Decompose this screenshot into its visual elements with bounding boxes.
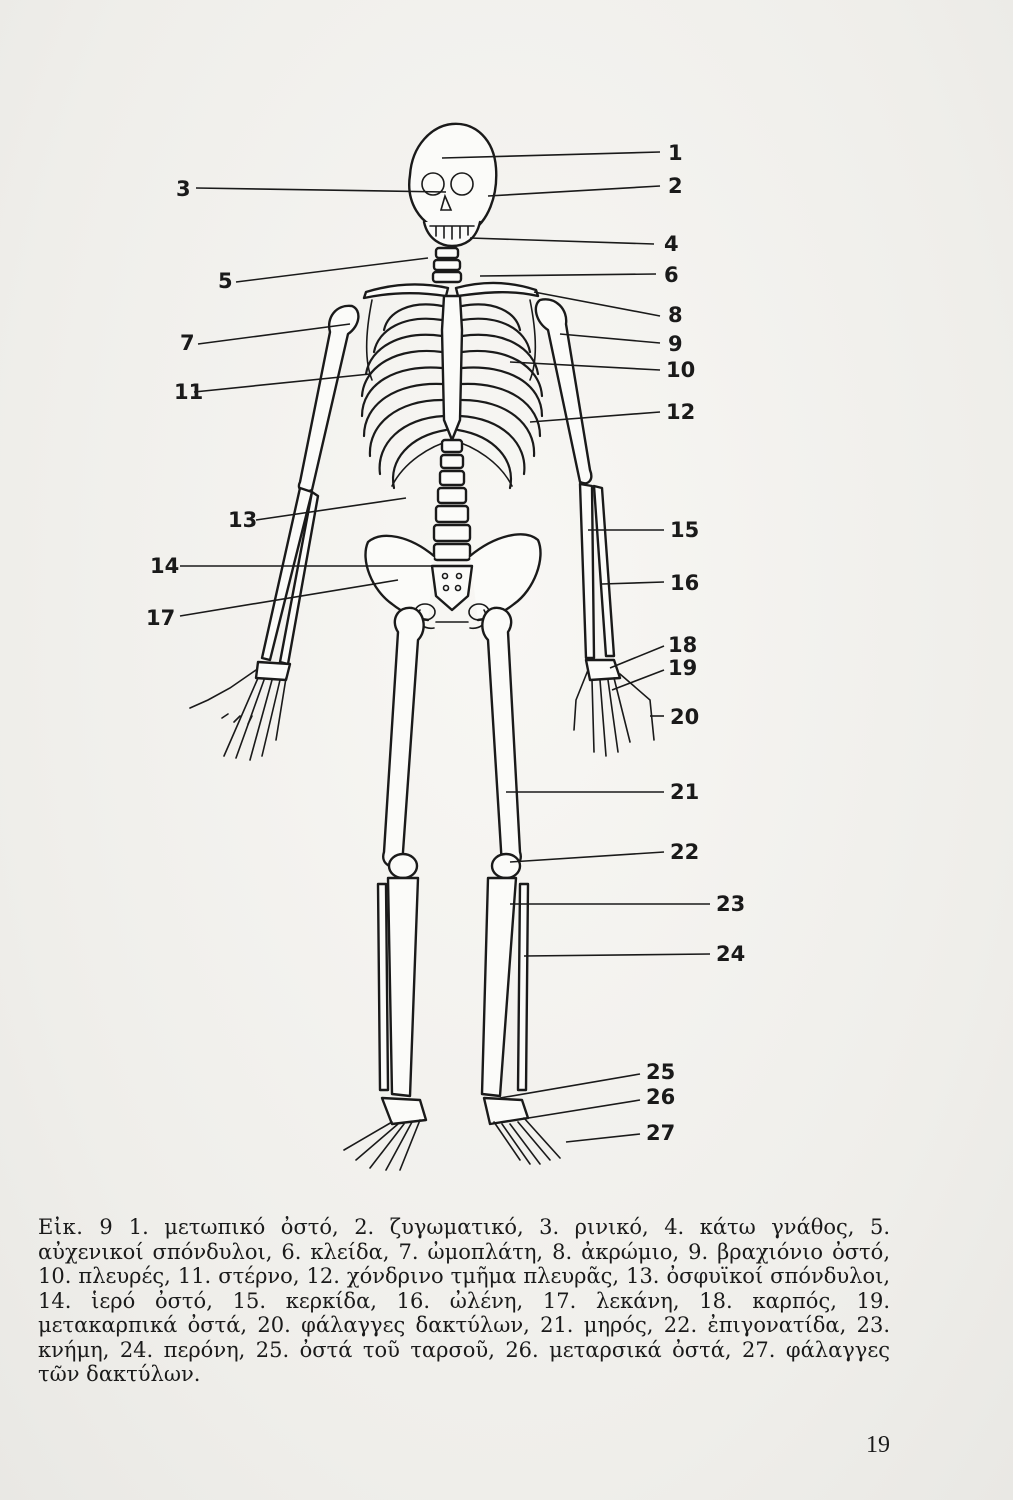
- label-10: 10: [666, 358, 696, 382]
- sternum: [442, 296, 462, 440]
- spine: [434, 440, 470, 560]
- page-number: 19: [866, 1432, 890, 1458]
- label-12: 12: [666, 400, 696, 424]
- label-26: 26: [646, 1085, 676, 1109]
- tibia-right: [388, 878, 418, 1096]
- humerus-right: [299, 306, 358, 492]
- patella-right: [389, 854, 417, 878]
- label-1: 1: [668, 141, 683, 165]
- cervical-vertebrae: [433, 248, 461, 282]
- clavicle-right: [364, 285, 448, 298]
- label-16: 16: [670, 571, 700, 595]
- label-17: 17: [146, 606, 176, 630]
- label-18: 18: [668, 633, 698, 657]
- label-15: 15: [670, 518, 700, 542]
- sacrum: [432, 566, 472, 610]
- skeleton-drawing: [190, 124, 654, 1170]
- leg-left: [482, 608, 560, 1164]
- label-19: 19: [668, 656, 698, 680]
- label-20: 20: [670, 705, 700, 729]
- skull: [409, 124, 496, 246]
- label-5: 5: [218, 269, 233, 293]
- radius-left: [580, 484, 594, 658]
- label-13: 13: [228, 508, 258, 532]
- label-2: 2: [668, 174, 683, 198]
- humerus-left: [536, 299, 591, 483]
- label-9: 9: [668, 332, 683, 356]
- label-21: 21: [670, 780, 700, 804]
- label-24: 24: [716, 942, 746, 966]
- label-7: 7: [180, 331, 195, 355]
- tibia-left: [482, 878, 516, 1096]
- patella-left: [492, 854, 520, 878]
- label-6: 6: [664, 263, 679, 287]
- label-22: 22: [670, 840, 700, 864]
- fibula-right: [378, 884, 388, 1090]
- femur-right: [383, 608, 423, 867]
- label-3: 3: [176, 177, 191, 201]
- caption-text: 1. μετωπικό ὀστό, 2. ζυγωματικό, 3. ρινικό, 4. κάτω γνάθος, 5. αὐχενικοί σπόνδυλοι, 6. κλείδα, 7. ὠμοπλάτη, 8. ἀκρώμιο, 9. βραχιόνιο ὀστό, 10. πλευρές, 11. στέρνο, 12. χόνδρινο τμῆμα πλευρᾶς, 13. ὀσφυϊκοί σπόνδυλοι, 14. ἱερό ὀστό, 15. κερκίδα, 16. ὠλένη, 17. λεκάνη, 18. καρπός, 19. μετακαρπικά ὀστά, 20. φάλαγγες δακτύλων, 21. μηρός, 22. ἐπιγονατίδα, 23. κνήμη, 24. περόνη, 25. ὀστά τοῦ ταρσοῦ, 26. μεταρσικά ὀστά, 27. φάλαγγες τῶν δακτύλων.: [38, 1215, 890, 1386]
- label-8: 8: [668, 303, 683, 327]
- label-14: 14: [150, 554, 180, 578]
- figure-label: Εἰκ. 9: [38, 1215, 114, 1239]
- leg-right: [344, 608, 426, 1170]
- arm-left: [536, 299, 654, 756]
- fibula-left: [518, 884, 528, 1090]
- clavicle-left: [456, 283, 538, 296]
- scapula-left: [530, 300, 535, 380]
- label-11: 11: [174, 380, 204, 404]
- arm-right: [190, 306, 358, 760]
- label-27: 27: [646, 1121, 676, 1145]
- ulna-left: [594, 486, 614, 656]
- label-4: 4: [664, 232, 679, 256]
- label-23: 23: [716, 892, 746, 916]
- label-25: 25: [646, 1060, 676, 1084]
- figure-caption: [38, 1215, 890, 1387]
- femur-left: [482, 608, 520, 867]
